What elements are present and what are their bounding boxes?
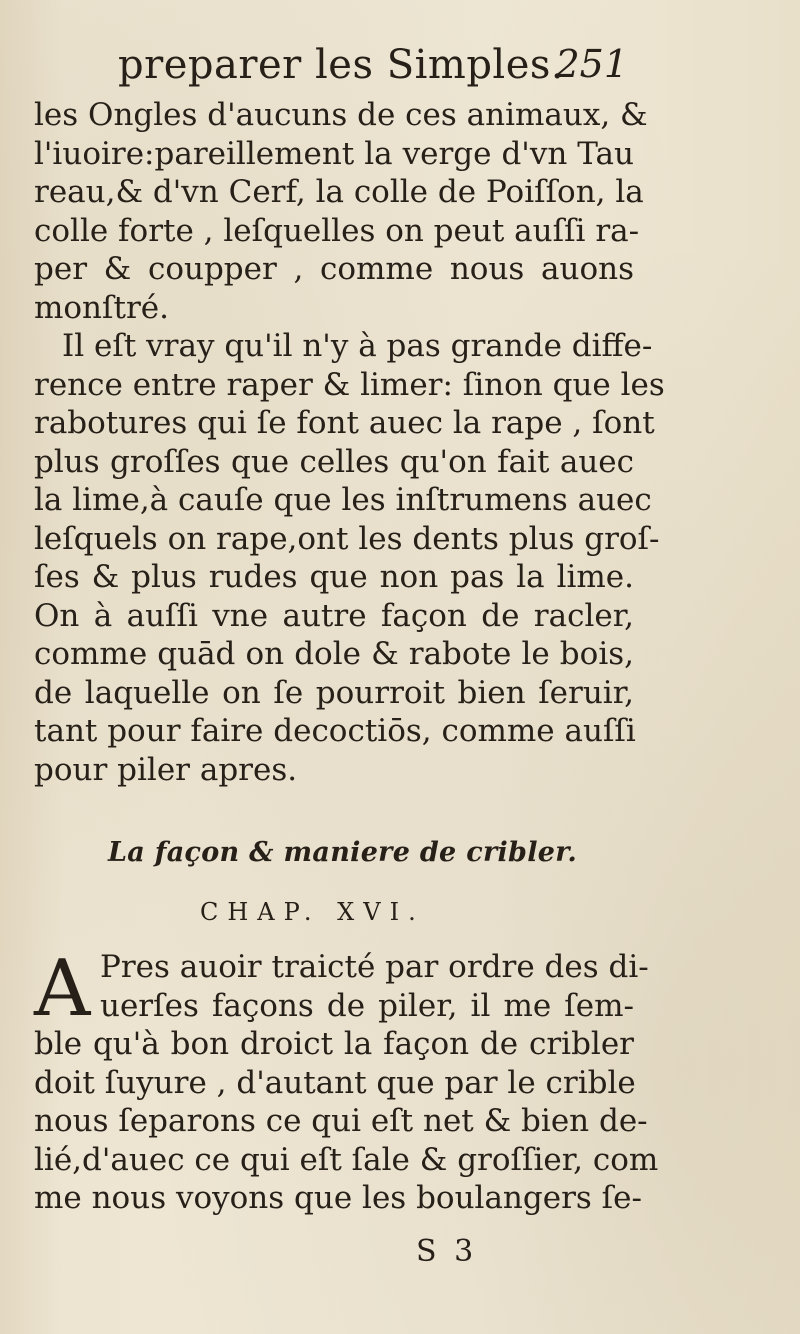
- signature-mark: S 3: [416, 1234, 478, 1269]
- text-line: nous ſeparons ce qui eſt net & bien de-: [34, 1103, 648, 1139]
- text-line: me nous voyons que les boulangers ſe-: [34, 1180, 642, 1216]
- text-line: lié,d'auec ce qui eſt ſale & groſſier, com: [34, 1141, 659, 1178]
- page-number: 251: [555, 42, 628, 86]
- chapter-title: La façon & maniere de cribler.: [108, 837, 578, 868]
- text-line: de laquelle on ſe pourroit bien ſeruir,: [34, 674, 634, 711]
- paragraph: [34, 327, 665, 789]
- page-header: [118, 42, 628, 92]
- text-line: la lime,à cauſe que les inſtrumens auec: [34, 482, 652, 518]
- body-text: [34, 96, 665, 789]
- text-line: ble qu'à bon droict la façon de cribler: [34, 1026, 634, 1062]
- text-line: pour piler apres.: [34, 751, 298, 788]
- text-line: rence entre raper & limer: ſinon que les: [34, 366, 665, 403]
- text-line: les Ongles d'aucuns de ces animaux, &: [34, 97, 648, 133]
- text-line: Il eſt vray qu'il n'y à pas grande diffe-: [62, 328, 653, 364]
- drop-cap: A: [34, 944, 91, 1034]
- text-line: leſquels on rape,ont les dents plus groſ-: [34, 520, 660, 557]
- text-line: doit ſuyure , d'autant que par le crible: [34, 1064, 636, 1101]
- text-line: plus groſſes que celles qu'on fait auec: [34, 443, 634, 480]
- text-line: Pres auoir traicté par ordre des di-: [100, 949, 649, 985]
- text-line: colle forte , leſquelles on peut auſſi ra-: [34, 212, 640, 249]
- text-line: tant pour faire decoctiōs, comme auſſi: [34, 713, 636, 749]
- text-line: l'iuoire:pareillement la verge d'vn Tau: [34, 135, 634, 172]
- text-line: monſtré.: [34, 289, 169, 326]
- chapter-number: CHAP. XVI.: [200, 898, 425, 926]
- text-line: rabotures qui ſe font auec la rape , ſont: [34, 405, 655, 441]
- text-line: On à auſſi vne autre façon de racler,: [34, 597, 634, 634]
- text-line: reau,& d'vn Cerf, la colle de Poiſſon, la: [34, 174, 644, 210]
- running-head: preparer les Simples.: [118, 42, 565, 88]
- chapter-body: [34, 944, 659, 1218]
- text-line: ſes & plus rudes que non pas la lime.: [34, 559, 634, 595]
- text-line: uerſes façons de piler, il me ſem-: [100, 987, 634, 1024]
- paragraph: [34, 96, 648, 327]
- text-line: per & coupper , comme nous auons: [34, 251, 634, 287]
- text-line: comme quād on dole & rabote le bois,: [34, 636, 634, 672]
